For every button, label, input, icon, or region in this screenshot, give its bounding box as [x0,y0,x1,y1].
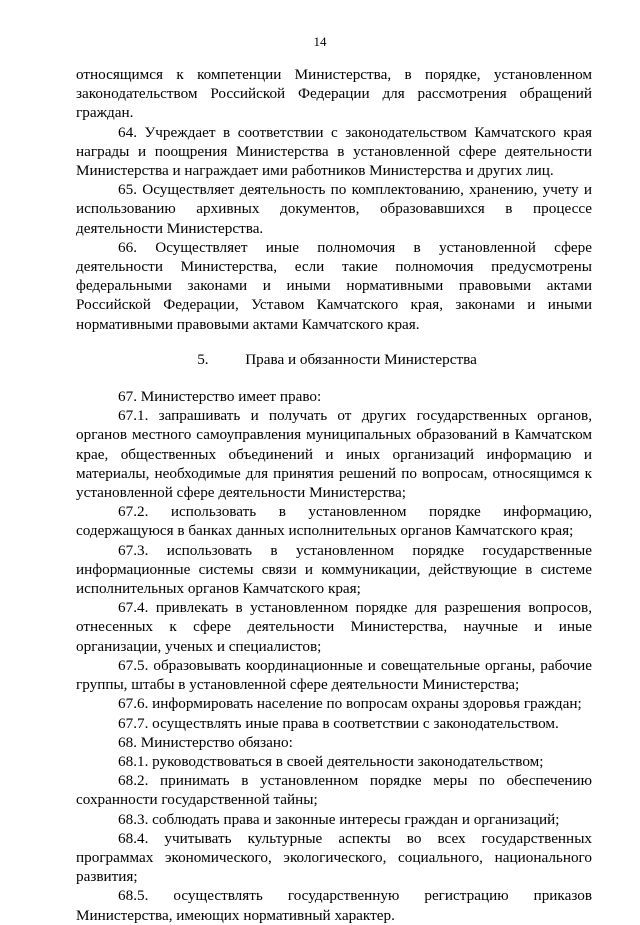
paragraph: 68.5. осуществлять государственную регистрацию приказов Министерства, имеющих нормативный характер. [76,887,592,924]
paragraph: 67.7. осуществлять иные права в соответствии с законодательством. [118,714,559,732]
page-number: 14 [313,34,327,49]
paragraph: 67.1. запрашивать и получать от других государственных органов, органов местного самоуправления муниципальных образований в Камчатском крае, общественных объединений и иных организаций информацию и материалы, необходимые для принятия решений по вопросам, относящимся к установленной сфере деятельности Министерства; [76,407,592,502]
paragraph: 64. Учреждает в соответствии с законодательством Камчатского края награды и поощрения Министерства в установленной сфере деятельности Министерства и награждает ими работников Министерства и других лиц. [76,123,592,180]
paragraph: 68.3. соблюдать права и законные интересы граждан и организаций; [118,810,560,828]
paragraph: 67.5. образовывать координационные и совещательные органы, рабочие группы, штабы в установленной сфере деятельности Министерства; [76,656,592,694]
section-title: Права и обязанности Министерства [245,350,477,368]
paragraph: 67.2. использовать в установленном порядке информацию, содержащуюся в банках данных исполнительных органов Камчатского края; [76,503,592,540]
paragraph: 68. Министерство обязано: [118,733,293,751]
document-body [76,65,592,925]
paragraph: 66. Осуществляет иные полномочия в установленной сфере деятельности Министерства, если такие полномочия предусмотрены федеральными законами и иными нормативными правовыми актами Российской Федерации, Уставом Камчатского края, законами и иными нормативными правовыми актами Камчатского края. [76,238,592,333]
section-number: 5. [197,350,209,368]
paragraph: 67. Министерство имеет право: [118,388,322,406]
paragraph: 68.2. принимать в установленном порядке меры по обеспечению сохранности государственной тайны; [76,772,592,809]
paragraph: 68.1. руководствоваться в своей деятельности законодательством; [118,752,544,770]
paragraph: 67.6. информировать население по вопросам охраны здоровья граждан; [118,695,582,713]
paragraph: 67.4. привлекать в установленном порядке для разрешения вопросов, отнесенных к сфере деятельности Министерства, научные и иные организации, ученых и специалистов; [76,599,592,655]
paragraph: 65. Осуществляет деятельность по комплектованию, хранению, учету и использованию архивных документов, образовавшихся в процессе деятельности Министерства. [76,181,592,237]
section-heading [76,350,592,369]
paragraph: относящимся к компетенции Министерства, в порядке, установленном законодательством Российской Федерации для рассмотрения обращений граждан. [76,66,592,122]
paragraph: 67.3. использовать в установленном порядке государственные информационные системы связи и коммуникации, действующие в системе исполнительных органов Камчатского края; [76,541,592,598]
paragraph: 68.4. учитывать культурные аспекты во всех государственных программах экономического, экологического, социального, национального развития; [76,829,592,886]
